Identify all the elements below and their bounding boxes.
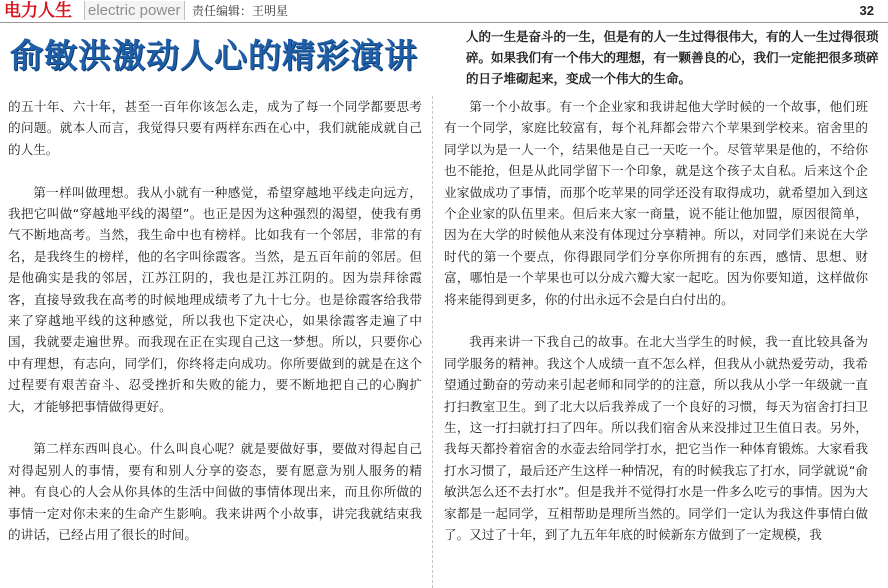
article-title: 俞敏洪激动人心的精彩演讲 (10, 36, 418, 75)
column-brand-chinese: 电力人生 (4, 1, 72, 21)
responsible-editor: 责任编辑：王明星 (192, 4, 289, 18)
paragraph: 我再来讲一下我自己的故事。在北大当学生的时候，我一直比较具备为同学服务的精神。我这个人成绩一直不怎么样，但我从小就热爱劳动，我希望通过勤奋的劳动来引起老师和同学的的注意，所以我从小学一年级就一直打扫教室卫生。到了北大以后我养成了一个良好的习惯，每天为宿舍打扫卫生，这一打扫就打扫了四年。所以我们宿舍从来没排过卫生值日表。另外，我每天都拎着宿舍的水壶去给同学打水，把它当作一种体育锻炼。大家看我打水习惯了，最后还产生这样一种情况，有的时候我忘了打水，同学就说“俞敏洪怎么还不去打水”。但是我并不觉得打水是一件多么吃亏的事情。因为大家都是一起同学，互相帮助是理所当然的。同学们一定认为我这件事情白做了。又过了十年，到了九五年年底的时候新东方做到了一定规模，我 (444, 334, 868, 543)
page-number: 32 (859, 3, 874, 18)
column-divider (432, 96, 433, 588)
column-brand-english: electric power (84, 1, 185, 20)
left-column (8, 96, 422, 546)
header-bar (0, 0, 888, 23)
right-column (444, 96, 868, 546)
paragraph: 第一样叫做理想。我从小就有一种感觉，希望穿越地平线走向远方，我把它叫做“穿越地平线的渴望”。也正是因为这种强烈的渴望，使我有勇气不断地高考。当然，我生命中也有榜样。比如我有一个邻居，非常的有名，是我终生的榜样，他的名字叫徐霞客。当然，是五百年前的邻居。但是他确实是我的邻居，江苏江阴的，我也是江苏江阴的。因为崇拜徐霞客，直接导致我在高考的时候地理成绩考了九十七分。也是徐霞客给我带来了穿越地平线的这种感觉，所以我也下定决心，如果徐霞客走遍了中国，我就要走遍世界。而我现在正在实现自己这一梦想。所以，只要你心中有理想，有志向，同学们，你终将走向成功。你所要做到的就是在这个过程要有艰苦奋斗、忍受挫折和失败的能力，要不断地把自己的心胸扩大，才能够把事情做得更好。 (8, 184, 422, 414)
pull-quote: 人的一生是奋斗的一生，但是有的人一生过得很伟大，有的人一生过得很琐碎。如果我们有一个伟大的理想，有一颗善良的心，我们一定能把很多琐碎的日子堆砌起来，变成一个伟大的生命。 (466, 29, 879, 86)
paragraph: 的五十年、六十年，甚至一百年你该怎么走，成为了每一个同学都要思考的问题。就本人而言，我觉得只要有两样东西在心中，我们就能成就自己的人生。 (8, 99, 422, 157)
paragraph: 第一个小故事。有一个企业家和我讲起他大学时候的一个故事，他们班有一个同学，家庭比较富有，每个礼拜都会带六个苹果到学校来。宿舍里的同学以为是一人一个，结果他是自己一天吃一个。尽管苹果是他的，不给你也不能抢，但是从此同学留下一个印象，就是这个孩子太自私。后来这个企业家做成功了事情，而那个吃苹果的同学还没有取得成功，就希望加入到这个企业家的队伍里来。但后来大家一商量，说不能让他加盟，原因很简单，因为在大学的时候他从来没有体现过分享精神。所以，对同学们来说在大学时代的第一个要点，你得跟同学们分享你所拥有的东西，感情、思想、财富，哪怕是一个苹果也可以分成六瓣大家一起吃。因为你要知道，这样做你将来能得到更多，你的付出永远不会是白白付出的。 (444, 99, 868, 307)
paragraph: 第二样东西叫良心。什么叫良心呢？就是要做好事，要做对得起自己对得起别人的事情，要有和别人分享的姿态，要有愿意为别人服务的精神。有良心的人会从你具体的生活中间做的事情体现出来，而且你所做的事情一定对你未来的生命产生影响。我来讲两个小故事，讲完我就结束我的讲话，已经占用了很长的时间。 (8, 441, 422, 543)
